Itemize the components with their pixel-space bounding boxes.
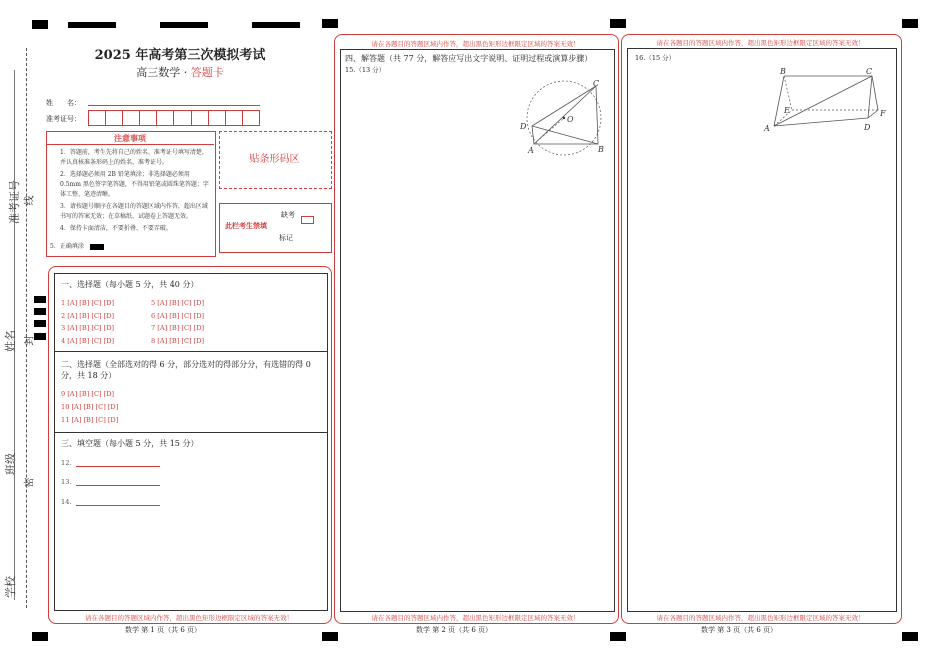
section1-title: 一、选择题（每小题 5 分，共 40 分） <box>61 280 199 289</box>
fig15-label-d: D <box>520 122 527 131</box>
page3-warning: 请在各题目的答题区域内作答，超出黑色矩形边框限定区域的答案无效！ <box>656 614 865 622</box>
q3-options[interactable]: 3 [A] [B] [C] [D] <box>61 324 115 332</box>
registration-mark <box>32 20 48 29</box>
divider <box>54 351 327 352</box>
section4-title: 四、解答题（共 77 分，解答应写出文字说明、证明过程或演算步骤） <box>345 54 593 63</box>
registration-mark <box>610 19 626 28</box>
sidebar-label-school: 学校 <box>4 576 17 598</box>
q11-options[interactable]: 11 [A] [B] [C] [D] <box>61 416 119 424</box>
q12-label: 12. <box>61 459 72 467</box>
registration-mark <box>902 19 918 28</box>
fig15-label-c: C <box>593 79 600 88</box>
sidebar-label-mi: 密 <box>24 477 36 488</box>
subtitle-red: 答题卡 <box>190 66 224 79</box>
q7-options[interactable]: 7 [A] [B] [C] [D] <box>151 324 205 332</box>
exam-title: 2025 年高考第三次模拟考试 <box>94 48 266 63</box>
notice-item-5: 5．正确填涂 <box>50 241 104 250</box>
fig16-label-d: D <box>864 123 871 132</box>
registration-mark <box>34 296 46 303</box>
q9-options[interactable]: 9 [A] [B] [C] [D] <box>61 390 115 398</box>
absent-text1: 缺考 <box>281 211 295 219</box>
q4-options[interactable]: 4 [A] [B] [C] [D] <box>61 337 115 345</box>
notice-item: 1．答题前，考生先将自己的姓名、准考证号填写清楚，并认真核准条形码上的姓名、准考证号。 <box>60 149 208 166</box>
sidebar-label-class: 班级 <box>4 453 17 475</box>
section2-title-line2: 分，共 18 分） <box>61 371 117 380</box>
absent-label: 此栏考生禁填 <box>225 221 267 230</box>
fig16-label-a: A <box>764 124 770 133</box>
fig16-label-f: F <box>880 109 886 118</box>
q8-options[interactable]: 8 [A] [B] [C] [D] <box>151 337 205 345</box>
registration-mark <box>252 22 300 28</box>
fig16-label-e: E <box>784 106 790 115</box>
sidebar-label-xian: 线 <box>24 195 36 206</box>
id-label: 准考证号： <box>46 115 81 123</box>
registration-mark <box>34 333 46 340</box>
sidebar-label-feng: 封 <box>24 335 36 346</box>
q13-label: 13. <box>61 478 72 486</box>
fig16-label-b: B <box>780 67 786 76</box>
registration-mark <box>34 308 46 315</box>
name-field[interactable] <box>88 105 260 106</box>
q1-options[interactable]: 1 [A] [B] [C] [D] <box>61 299 115 307</box>
section3-title: 三、填空题（每小题 5 分，共 15 分） <box>61 439 199 448</box>
q14-label: 14. <box>61 498 72 506</box>
page1-warning: 请在各题目的答题区域内作答，超出黑色矩形边框限定区域的答案无效！ <box>85 614 293 622</box>
id-boxes[interactable] <box>88 110 260 126</box>
sidebar-label-id: 准考证号 <box>8 180 21 224</box>
registration-mark <box>160 22 208 28</box>
page2-footer: 数学 第 2 页（共 6 页） <box>415 626 493 634</box>
registration-mark <box>902 632 918 641</box>
fig16-label-c: C <box>866 67 873 76</box>
registration-mark <box>34 320 46 327</box>
page3-footer: 数学 第 3 页（共 6 页） <box>700 626 778 634</box>
q16-label: 16.（15 分） <box>635 54 676 62</box>
binding-dashed-line <box>26 48 27 608</box>
registration-mark <box>32 632 48 641</box>
q2-options[interactable]: 2 [A] [B] [C] [D] <box>61 312 115 320</box>
fig15-label-o: O <box>567 115 574 124</box>
notice-title: 注意事项 <box>114 133 146 143</box>
fig15-label-b: B <box>598 145 604 154</box>
registration-mark <box>322 19 338 28</box>
sidebar-label-name: 姓名 <box>4 330 17 352</box>
filled-example-mark <box>90 244 104 250</box>
barcode-area-label: 贴条形码区 <box>249 154 300 165</box>
q12-blank[interactable] <box>76 466 160 467</box>
exam-subtitle <box>40 64 320 80</box>
page2-warning: 请在各题目的答题区域内作答，超出黑色矩形边框限定区域的答案无效！ <box>371 614 580 622</box>
absent-checkbox[interactable] <box>301 216 314 224</box>
registration-mark <box>68 22 116 28</box>
page1-footer: 数学 第 1 页（共 6 页） <box>124 626 202 634</box>
divider <box>54 432 327 433</box>
section2-title-line1: 二、选择题（全部选对的得 6 分，部分选对的得部分分，有选错的得 0 <box>61 360 311 369</box>
page2-top-warning: 请在各题目的答题区域内作答，超出黑色矩形边框限定区域的答案无效！ <box>371 40 580 48</box>
q15-label: 15.（13 分） <box>345 66 386 74</box>
notice-item: 3．请按题号顺序在各题目的答题区域内作答，超出区域书写的答案无效；在草稿纸、试题卷上答题无效。 <box>60 203 208 220</box>
q6-options[interactable]: 6 [A] [B] [C] [D] <box>151 312 205 320</box>
fig15-label-a: A <box>528 146 534 155</box>
notice-item: 4．保持卡面清洁，不要折叠、不要弄破。 <box>60 225 172 232</box>
subtitle-prefix: 高三数学 · <box>136 66 191 79</box>
figure-15 <box>516 76 612 156</box>
name-label: 姓 名： <box>46 99 81 107</box>
notice-item: 2．选择题必须用 2B 铅笔填涂；非选择题必须用 0.5mm 黑色签字笔答题，不得用铅笔或圆珠笔答题；字体工整、笔迹清晰。 <box>60 171 209 198</box>
q10-options[interactable]: 10 [A] [B] [C] [D] <box>61 403 119 411</box>
q13-blank[interactable] <box>76 485 160 486</box>
figure-16 <box>760 64 896 136</box>
page3-top-warning: 请在各题目的答题区域内作答，超出黑色矩形边框限定区域的答案无效！ <box>656 39 865 47</box>
absent-text2: 标记 <box>279 234 293 242</box>
q14-blank[interactable] <box>76 505 160 506</box>
q5-options[interactable]: 5 [A] [B] [C] [D] <box>151 299 205 307</box>
notice-list <box>50 148 212 236</box>
